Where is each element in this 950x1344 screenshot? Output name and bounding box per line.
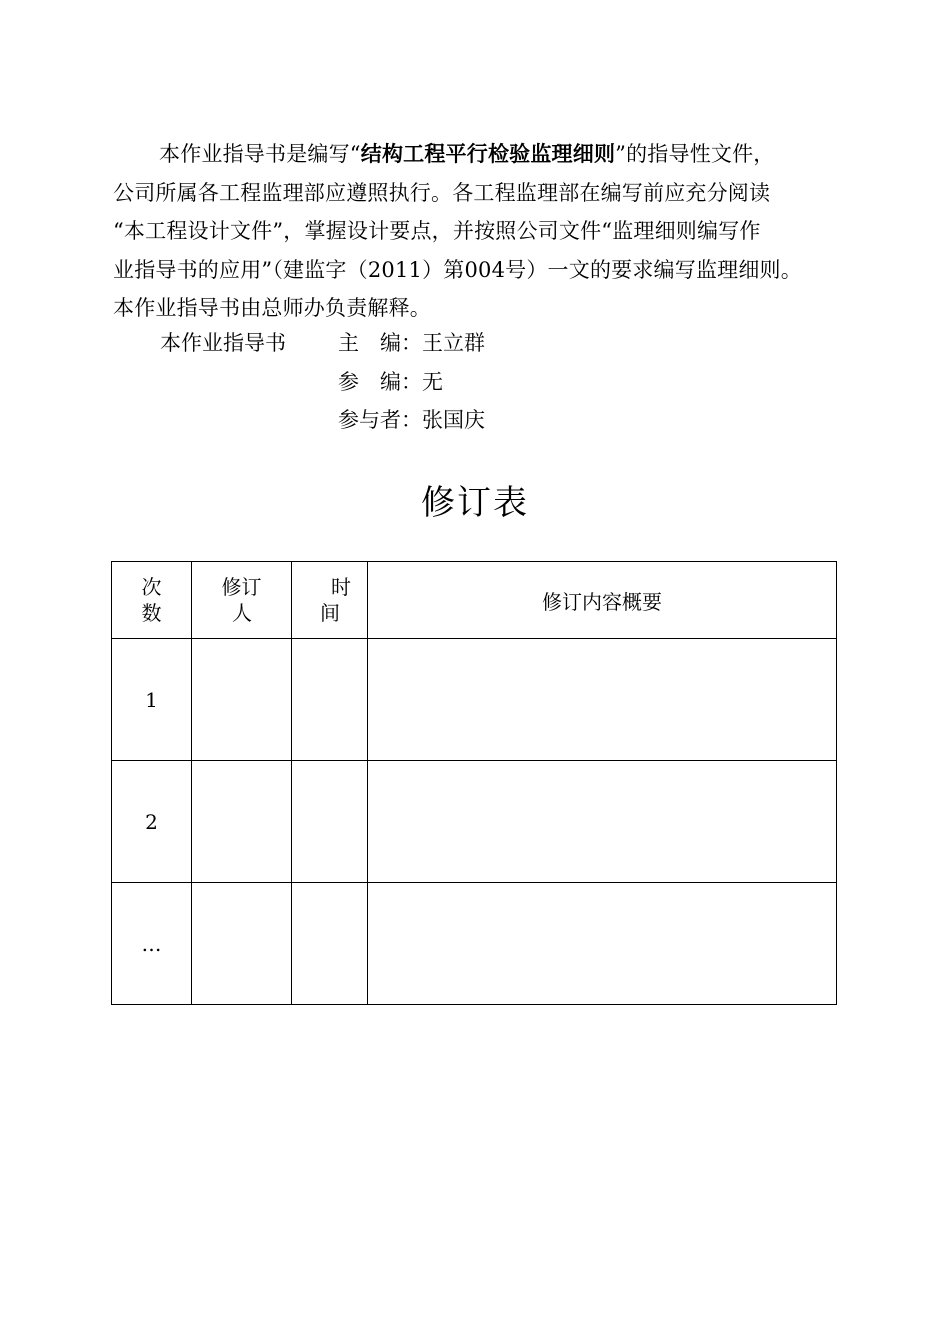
participant-label: 参与者： [338, 408, 422, 432]
header-summary: 修订内容概要 [368, 562, 837, 639]
intro-line-1 [113, 135, 863, 174]
row-time [292, 639, 368, 761]
revision-table [111, 561, 837, 1005]
co-editor-name: 无 [422, 369, 443, 394]
credit-book-label: 本作业指导书 [160, 331, 286, 355]
row-num: 2 [112, 761, 192, 883]
intro-line-1-bold: 结构工程平行检验监理细则 [360, 141, 616, 166]
row-time [292, 761, 368, 883]
table-row [112, 639, 837, 761]
credits-block [160, 324, 485, 440]
row-reviser [192, 761, 292, 883]
intro-line-1-post: ”的指导性文件， [615, 142, 775, 166]
credit-row-editor [160, 324, 485, 363]
revision-table-header [112, 562, 837, 639]
row-reviser [192, 883, 292, 1005]
intro-line-4: 业指导书的应用”（建监字（2011）第004号）一文的要求编写监理细则。 [113, 257, 802, 282]
editor-label: 主 编： [338, 331, 422, 355]
header-time: 时 间 [292, 562, 368, 639]
header-reviser: 修订 人 [192, 562, 292, 639]
row-num: … [112, 883, 192, 1005]
editor-name: 王立群 [422, 331, 485, 355]
intro-text [113, 135, 863, 328]
row-num: 1 [112, 639, 192, 761]
credit-row-participant [160, 401, 485, 440]
participant-name: 张国庆 [422, 408, 485, 432]
header-count: 次 数 [112, 562, 192, 639]
row-summary [368, 883, 837, 1005]
intro-line-5: 本作业指导书由总师办负责解释。 [113, 296, 431, 320]
intro-line-3: “本工程设计文件”，掌握设计要点，并按照公司文件“监理细则编写作 [113, 219, 761, 243]
revision-table-title: 修订表 [421, 483, 529, 523]
credit-row-co-editor [160, 363, 485, 402]
row-summary [368, 761, 837, 883]
row-time [292, 883, 368, 1005]
intro-line-2: 公司所属各工程监理部应遵照执行。各工程监理部在编写前应充分阅读 [113, 180, 771, 205]
table-row [112, 883, 837, 1005]
row-reviser [192, 639, 292, 761]
intro-line-1-pre: 本作业指导书是编写“ [159, 142, 361, 166]
row-summary [368, 639, 837, 761]
table-row [112, 761, 837, 883]
co-editor-label: 参 编： [338, 369, 422, 394]
